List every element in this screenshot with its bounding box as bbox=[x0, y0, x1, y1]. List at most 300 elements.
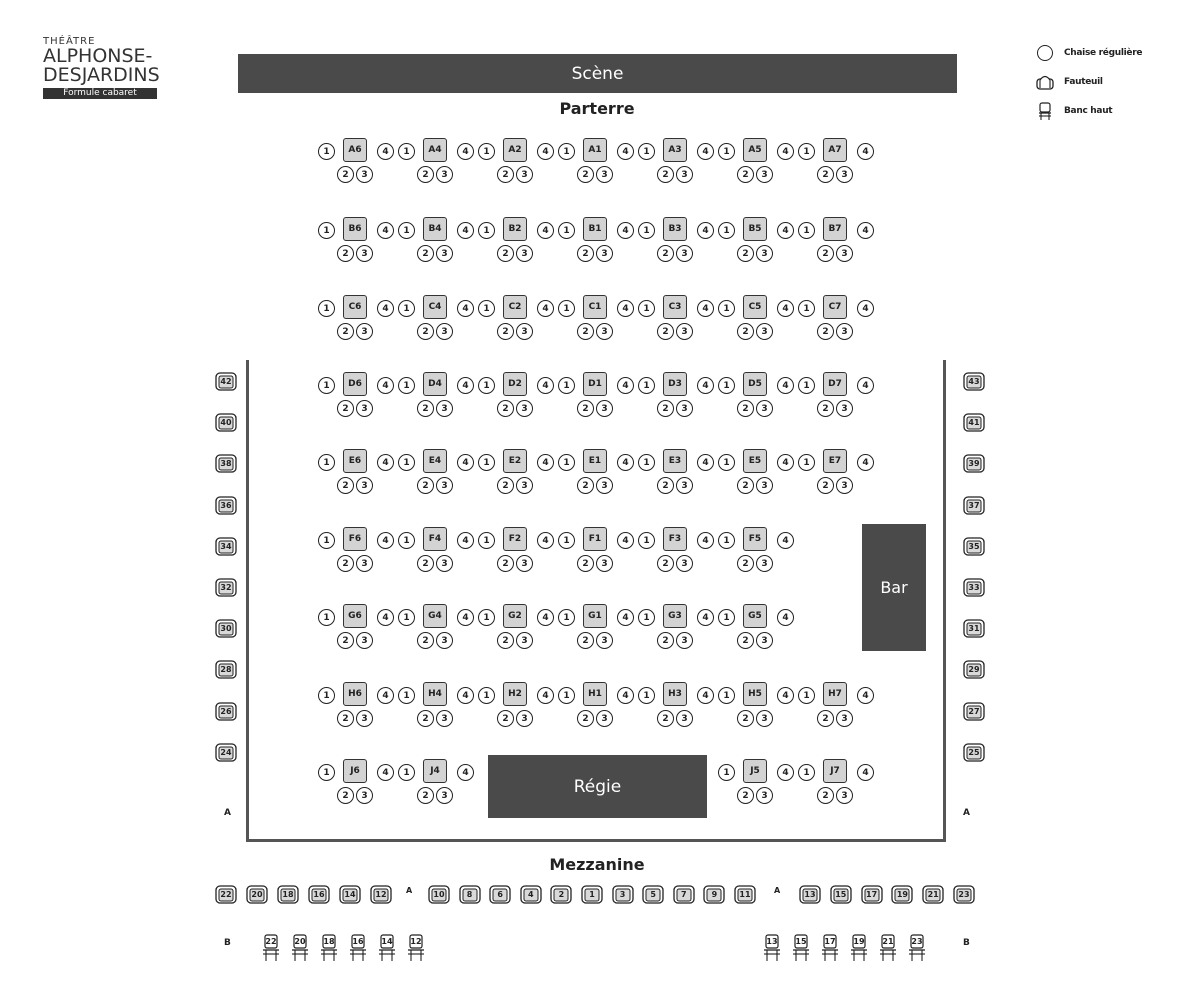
table-a7[interactable]: A7 bbox=[823, 138, 847, 162]
seat-right[interactable]: 4 bbox=[377, 764, 394, 781]
seat-right[interactable]: 4 bbox=[457, 687, 474, 704]
seat-right[interactable]: 4 bbox=[457, 609, 474, 626]
table-f2[interactable]: F2 bbox=[503, 527, 527, 551]
seat-bottom-left[interactable]: 2 bbox=[337, 323, 354, 340]
seat-left[interactable]: 1 bbox=[398, 609, 415, 626]
side-armchair-27[interactable] bbox=[963, 701, 985, 721]
seat-left[interactable]: 1 bbox=[478, 687, 495, 704]
seat-bottom-left[interactable]: 2 bbox=[497, 323, 514, 340]
mezz-b-bench-19[interactable] bbox=[850, 934, 868, 962]
table-b5[interactable]: B5 bbox=[743, 217, 767, 241]
seat-right[interactable]: 4 bbox=[377, 532, 394, 549]
seat-bottom-left[interactable]: 2 bbox=[577, 710, 594, 727]
mezz-a-armchair-7[interactable] bbox=[673, 884, 695, 904]
seat-right[interactable]: 4 bbox=[537, 532, 554, 549]
seat-bottom-right[interactable]: 3 bbox=[516, 477, 533, 494]
seat-bottom-right[interactable]: 3 bbox=[836, 710, 853, 727]
seat-left[interactable]: 1 bbox=[398, 143, 415, 160]
side-armchair-39[interactable] bbox=[963, 453, 985, 473]
side-armchair-34[interactable] bbox=[215, 536, 237, 556]
table-a5[interactable]: A5 bbox=[743, 138, 767, 162]
table-f4[interactable]: F4 bbox=[423, 527, 447, 551]
table-g5[interactable]: G5 bbox=[743, 604, 767, 628]
seat-left[interactable]: 1 bbox=[318, 687, 335, 704]
seat-right[interactable]: 4 bbox=[537, 377, 554, 394]
table-d2[interactable]: D2 bbox=[503, 372, 527, 396]
mezz-b-bench-20[interactable] bbox=[291, 934, 309, 962]
seat-bottom-right[interactable]: 3 bbox=[516, 710, 533, 727]
seat-bottom-left[interactable]: 2 bbox=[337, 555, 354, 572]
table-h1[interactable]: H1 bbox=[583, 682, 607, 706]
seat-right[interactable]: 4 bbox=[777, 454, 794, 471]
seat-bottom-right[interactable]: 3 bbox=[436, 555, 453, 572]
seat-left[interactable]: 1 bbox=[558, 687, 575, 704]
seat-bottom-right[interactable]: 3 bbox=[356, 323, 373, 340]
mezz-a-armchair-18[interactable] bbox=[277, 884, 299, 904]
seat-bottom-right[interactable]: 3 bbox=[596, 323, 613, 340]
mezz-b-bench-21[interactable] bbox=[879, 934, 897, 962]
side-armchair-25[interactable] bbox=[963, 742, 985, 762]
seat-left[interactable]: 1 bbox=[318, 222, 335, 239]
mezz-a-armchair-19[interactable] bbox=[891, 884, 913, 904]
table-a2[interactable]: A2 bbox=[503, 138, 527, 162]
seat-bottom-right[interactable]: 3 bbox=[356, 710, 373, 727]
seat-bottom-left[interactable]: 2 bbox=[737, 710, 754, 727]
seat-left[interactable]: 1 bbox=[318, 764, 335, 781]
table-c4[interactable]: C4 bbox=[423, 295, 447, 319]
seat-left[interactable]: 1 bbox=[398, 377, 415, 394]
seat-bottom-left[interactable]: 2 bbox=[577, 245, 594, 262]
seat-bottom-right[interactable]: 3 bbox=[356, 787, 373, 804]
seat-bottom-right[interactable]: 3 bbox=[436, 245, 453, 262]
seat-right[interactable]: 4 bbox=[377, 300, 394, 317]
seat-right[interactable]: 4 bbox=[777, 222, 794, 239]
seat-right[interactable]: 4 bbox=[857, 300, 874, 317]
seat-bottom-right[interactable]: 3 bbox=[756, 555, 773, 572]
table-c2[interactable]: C2 bbox=[503, 295, 527, 319]
seat-bottom-right[interactable]: 3 bbox=[756, 787, 773, 804]
seat-left[interactable]: 1 bbox=[318, 532, 335, 549]
table-d7[interactable]: D7 bbox=[823, 372, 847, 396]
seat-bottom-left[interactable]: 2 bbox=[417, 632, 434, 649]
seat-right[interactable]: 4 bbox=[617, 687, 634, 704]
seat-right[interactable]: 4 bbox=[537, 222, 554, 239]
side-armchair-42[interactable] bbox=[215, 371, 237, 391]
table-h3[interactable]: H3 bbox=[663, 682, 687, 706]
seat-left[interactable]: 1 bbox=[718, 300, 735, 317]
seat-bottom-right[interactable]: 3 bbox=[436, 632, 453, 649]
seat-bottom-right[interactable]: 3 bbox=[836, 787, 853, 804]
seat-bottom-right[interactable]: 3 bbox=[756, 323, 773, 340]
seat-left[interactable]: 1 bbox=[398, 454, 415, 471]
seat-bottom-left[interactable]: 2 bbox=[497, 632, 514, 649]
seat-bottom-right[interactable]: 3 bbox=[756, 400, 773, 417]
seat-bottom-left[interactable]: 2 bbox=[337, 710, 354, 727]
seat-bottom-left[interactable]: 2 bbox=[337, 400, 354, 417]
mezz-a-armchair-12[interactable] bbox=[370, 884, 392, 904]
seat-bottom-right[interactable]: 3 bbox=[516, 323, 533, 340]
seat-left[interactable]: 1 bbox=[318, 300, 335, 317]
side-armchair-40[interactable] bbox=[215, 412, 237, 432]
mezz-a-armchair-11[interactable] bbox=[734, 884, 756, 904]
seat-bottom-right[interactable]: 3 bbox=[436, 400, 453, 417]
seat-left[interactable]: 1 bbox=[798, 764, 815, 781]
seat-left[interactable]: 1 bbox=[558, 300, 575, 317]
seat-bottom-right[interactable]: 3 bbox=[836, 245, 853, 262]
seat-right[interactable]: 4 bbox=[537, 687, 554, 704]
side-armchair-33[interactable] bbox=[963, 577, 985, 597]
seat-right[interactable]: 4 bbox=[537, 143, 554, 160]
table-a1[interactable]: A1 bbox=[583, 138, 607, 162]
mezz-a-armchair-17[interactable] bbox=[861, 884, 883, 904]
seat-left[interactable]: 1 bbox=[478, 532, 495, 549]
seat-left[interactable]: 1 bbox=[638, 609, 655, 626]
seat-bottom-left[interactable]: 2 bbox=[417, 166, 434, 183]
side-armchair-24[interactable] bbox=[215, 742, 237, 762]
seat-left[interactable]: 1 bbox=[318, 143, 335, 160]
seat-left[interactable]: 1 bbox=[398, 687, 415, 704]
seat-left[interactable]: 1 bbox=[638, 687, 655, 704]
seat-bottom-left[interactable]: 2 bbox=[577, 166, 594, 183]
seat-right[interactable]: 4 bbox=[617, 609, 634, 626]
table-e5[interactable]: E5 bbox=[743, 449, 767, 473]
seat-bottom-left[interactable]: 2 bbox=[417, 787, 434, 804]
seat-bottom-left[interactable]: 2 bbox=[417, 245, 434, 262]
seat-left[interactable]: 1 bbox=[638, 532, 655, 549]
seat-left[interactable]: 1 bbox=[638, 300, 655, 317]
seat-right[interactable]: 4 bbox=[777, 532, 794, 549]
table-b7[interactable]: B7 bbox=[823, 217, 847, 241]
table-h4[interactable]: H4 bbox=[423, 682, 447, 706]
seat-bottom-left[interactable]: 2 bbox=[337, 477, 354, 494]
seat-left[interactable]: 1 bbox=[638, 377, 655, 394]
seat-right[interactable]: 4 bbox=[617, 300, 634, 317]
seat-bottom-left[interactable]: 2 bbox=[497, 400, 514, 417]
seat-bottom-left[interactable]: 2 bbox=[577, 477, 594, 494]
mezz-a-armchair-13[interactable] bbox=[799, 884, 821, 904]
table-a4[interactable]: A4 bbox=[423, 138, 447, 162]
seat-bottom-left[interactable]: 2 bbox=[337, 632, 354, 649]
seat-bottom-left[interactable]: 2 bbox=[817, 245, 834, 262]
seat-bottom-right[interactable]: 3 bbox=[836, 323, 853, 340]
seat-bottom-left[interactable]: 2 bbox=[737, 400, 754, 417]
seat-right[interactable]: 4 bbox=[617, 532, 634, 549]
seat-bottom-right[interactable]: 3 bbox=[836, 166, 853, 183]
seat-right[interactable]: 4 bbox=[377, 222, 394, 239]
table-f3[interactable]: F3 bbox=[663, 527, 687, 551]
seat-bottom-left[interactable]: 2 bbox=[737, 245, 754, 262]
seat-right[interactable]: 4 bbox=[857, 454, 874, 471]
table-e7[interactable]: E7 bbox=[823, 449, 847, 473]
seat-right[interactable]: 4 bbox=[777, 609, 794, 626]
seat-bottom-left[interactable]: 2 bbox=[577, 323, 594, 340]
seat-left[interactable]: 1 bbox=[478, 454, 495, 471]
mezz-b-bench-18[interactable] bbox=[320, 934, 338, 962]
seat-bottom-right[interactable]: 3 bbox=[596, 632, 613, 649]
table-b1[interactable]: B1 bbox=[583, 217, 607, 241]
seat-bottom-left[interactable]: 2 bbox=[417, 477, 434, 494]
seat-right[interactable]: 4 bbox=[697, 454, 714, 471]
table-f6[interactable]: F6 bbox=[343, 527, 367, 551]
mezz-b-bench-22[interactable] bbox=[262, 934, 280, 962]
mezz-a-armchair-6[interactable] bbox=[489, 884, 511, 904]
seat-right[interactable]: 4 bbox=[377, 377, 394, 394]
seat-bottom-right[interactable]: 3 bbox=[516, 166, 533, 183]
mezz-a-armchair-21[interactable] bbox=[922, 884, 944, 904]
table-e3[interactable]: E3 bbox=[663, 449, 687, 473]
seat-bottom-left[interactable]: 2 bbox=[657, 245, 674, 262]
seat-bottom-right[interactable]: 3 bbox=[596, 245, 613, 262]
seat-right[interactable]: 4 bbox=[777, 764, 794, 781]
mezz-b-bench-17[interactable] bbox=[821, 934, 839, 962]
seat-right[interactable]: 4 bbox=[617, 454, 634, 471]
seat-bottom-left[interactable]: 2 bbox=[737, 323, 754, 340]
table-g2[interactable]: G2 bbox=[503, 604, 527, 628]
side-armchair-38[interactable] bbox=[215, 453, 237, 473]
mezz-b-bench-23[interactable] bbox=[908, 934, 926, 962]
seat-right[interactable]: 4 bbox=[777, 687, 794, 704]
table-e4[interactable]: E4 bbox=[423, 449, 447, 473]
seat-bottom-right[interactable]: 3 bbox=[516, 245, 533, 262]
table-e6[interactable]: E6 bbox=[343, 449, 367, 473]
seat-left[interactable]: 1 bbox=[798, 687, 815, 704]
seat-bottom-left[interactable]: 2 bbox=[657, 555, 674, 572]
seat-bottom-right[interactable]: 3 bbox=[676, 400, 693, 417]
seat-right[interactable]: 4 bbox=[537, 454, 554, 471]
seat-bottom-left[interactable]: 2 bbox=[577, 400, 594, 417]
mezz-a-armchair-15[interactable] bbox=[830, 884, 852, 904]
seat-right[interactable]: 4 bbox=[697, 532, 714, 549]
seat-right[interactable]: 4 bbox=[697, 377, 714, 394]
seat-bottom-right[interactable]: 3 bbox=[676, 477, 693, 494]
seat-bottom-left[interactable]: 2 bbox=[657, 632, 674, 649]
seat-right[interactable]: 4 bbox=[457, 764, 474, 781]
seat-left[interactable]: 1 bbox=[718, 687, 735, 704]
side-armchair-35[interactable] bbox=[963, 536, 985, 556]
seat-bottom-right[interactable]: 3 bbox=[596, 166, 613, 183]
seat-bottom-left[interactable]: 2 bbox=[737, 787, 754, 804]
table-h6[interactable]: H6 bbox=[343, 682, 367, 706]
seat-left[interactable]: 1 bbox=[398, 300, 415, 317]
side-armchair-41[interactable] bbox=[963, 412, 985, 432]
seat-left[interactable]: 1 bbox=[478, 609, 495, 626]
seat-bottom-right[interactable]: 3 bbox=[436, 787, 453, 804]
seat-bottom-left[interactable]: 2 bbox=[817, 323, 834, 340]
seat-bottom-left[interactable]: 2 bbox=[417, 323, 434, 340]
seat-left[interactable]: 1 bbox=[718, 609, 735, 626]
seat-bottom-right[interactable]: 3 bbox=[756, 710, 773, 727]
seat-bottom-right[interactable]: 3 bbox=[596, 555, 613, 572]
seat-left[interactable]: 1 bbox=[558, 143, 575, 160]
seat-bottom-left[interactable]: 2 bbox=[657, 400, 674, 417]
seat-bottom-left[interactable]: 2 bbox=[417, 400, 434, 417]
table-d3[interactable]: D3 bbox=[663, 372, 687, 396]
table-j6[interactable]: J6 bbox=[343, 759, 367, 783]
seat-bottom-right[interactable]: 3 bbox=[756, 477, 773, 494]
seat-bottom-right[interactable]: 3 bbox=[836, 400, 853, 417]
table-j5[interactable]: J5 bbox=[743, 759, 767, 783]
seat-bottom-right[interactable]: 3 bbox=[436, 166, 453, 183]
seat-bottom-right[interactable]: 3 bbox=[356, 477, 373, 494]
table-h5[interactable]: H5 bbox=[743, 682, 767, 706]
table-g6[interactable]: G6 bbox=[343, 604, 367, 628]
seat-bottom-right[interactable]: 3 bbox=[516, 400, 533, 417]
seat-bottom-left[interactable]: 2 bbox=[737, 632, 754, 649]
table-d4[interactable]: D4 bbox=[423, 372, 447, 396]
side-armchair-26[interactable] bbox=[215, 701, 237, 721]
seat-left[interactable]: 1 bbox=[318, 454, 335, 471]
seat-left[interactable]: 1 bbox=[478, 300, 495, 317]
seat-right[interactable]: 4 bbox=[697, 300, 714, 317]
seat-right[interactable]: 4 bbox=[617, 222, 634, 239]
seat-left[interactable]: 1 bbox=[638, 222, 655, 239]
seat-right[interactable]: 4 bbox=[377, 609, 394, 626]
seat-left[interactable]: 1 bbox=[798, 454, 815, 471]
table-a6[interactable]: A6 bbox=[343, 138, 367, 162]
seat-left[interactable]: 1 bbox=[718, 532, 735, 549]
seat-left[interactable]: 1 bbox=[798, 300, 815, 317]
seat-right[interactable]: 4 bbox=[457, 300, 474, 317]
seat-bottom-left[interactable]: 2 bbox=[657, 710, 674, 727]
seat-bottom-right[interactable]: 3 bbox=[436, 710, 453, 727]
seat-bottom-left[interactable]: 2 bbox=[817, 787, 834, 804]
seat-bottom-right[interactable]: 3 bbox=[596, 710, 613, 727]
seat-bottom-right[interactable]: 3 bbox=[836, 477, 853, 494]
seat-bottom-left[interactable]: 2 bbox=[737, 555, 754, 572]
table-f5[interactable]: F5 bbox=[743, 527, 767, 551]
seat-right[interactable]: 4 bbox=[457, 532, 474, 549]
seat-left[interactable]: 1 bbox=[558, 454, 575, 471]
seat-left[interactable]: 1 bbox=[718, 143, 735, 160]
seat-left[interactable]: 1 bbox=[318, 377, 335, 394]
seat-bottom-left[interactable]: 2 bbox=[657, 166, 674, 183]
seat-right[interactable]: 4 bbox=[617, 377, 634, 394]
seat-bottom-right[interactable]: 3 bbox=[756, 632, 773, 649]
side-armchair-30[interactable] bbox=[215, 618, 237, 638]
seat-left[interactable]: 1 bbox=[718, 222, 735, 239]
seat-left[interactable]: 1 bbox=[798, 222, 815, 239]
seat-left[interactable]: 1 bbox=[638, 143, 655, 160]
table-h2[interactable]: H2 bbox=[503, 682, 527, 706]
mezz-a-armchair-16[interactable] bbox=[308, 884, 330, 904]
seat-bottom-left[interactable]: 2 bbox=[337, 787, 354, 804]
seat-bottom-left[interactable]: 2 bbox=[337, 245, 354, 262]
seat-right[interactable]: 4 bbox=[457, 222, 474, 239]
mezz-b-bench-13[interactable] bbox=[763, 934, 781, 962]
seat-right[interactable]: 4 bbox=[617, 143, 634, 160]
mezz-a-armchair-23[interactable] bbox=[953, 884, 975, 904]
seat-bottom-right[interactable]: 3 bbox=[676, 245, 693, 262]
seat-bottom-right[interactable]: 3 bbox=[356, 555, 373, 572]
seat-right[interactable]: 4 bbox=[377, 687, 394, 704]
seat-right[interactable]: 4 bbox=[857, 377, 874, 394]
seat-bottom-right[interactable]: 3 bbox=[596, 400, 613, 417]
seat-left[interactable]: 1 bbox=[718, 377, 735, 394]
seat-bottom-left[interactable]: 2 bbox=[497, 710, 514, 727]
seat-left[interactable]: 1 bbox=[478, 143, 495, 160]
seat-bottom-left[interactable]: 2 bbox=[817, 400, 834, 417]
table-b2[interactable]: B2 bbox=[503, 217, 527, 241]
seat-left[interactable]: 1 bbox=[638, 454, 655, 471]
table-d5[interactable]: D5 bbox=[743, 372, 767, 396]
table-j7[interactable]: J7 bbox=[823, 759, 847, 783]
table-c1[interactable]: C1 bbox=[583, 295, 607, 319]
seat-right[interactable]: 4 bbox=[537, 300, 554, 317]
side-armchair-28[interactable] bbox=[215, 659, 237, 679]
seat-bottom-left[interactable]: 2 bbox=[417, 710, 434, 727]
seat-bottom-left[interactable]: 2 bbox=[337, 166, 354, 183]
seat-left[interactable]: 1 bbox=[398, 222, 415, 239]
side-armchair-29[interactable] bbox=[963, 659, 985, 679]
mezz-a-armchair-22[interactable] bbox=[215, 884, 237, 904]
seat-bottom-right[interactable]: 3 bbox=[356, 245, 373, 262]
table-b3[interactable]: B3 bbox=[663, 217, 687, 241]
table-c7[interactable]: C7 bbox=[823, 295, 847, 319]
table-g3[interactable]: G3 bbox=[663, 604, 687, 628]
seat-left[interactable]: 1 bbox=[798, 143, 815, 160]
mezz-a-armchair-20[interactable] bbox=[246, 884, 268, 904]
seat-bottom-right[interactable]: 3 bbox=[596, 477, 613, 494]
mezz-a-armchair-3[interactable] bbox=[612, 884, 634, 904]
seat-left[interactable]: 1 bbox=[718, 454, 735, 471]
table-c6[interactable]: C6 bbox=[343, 295, 367, 319]
seat-bottom-right[interactable]: 3 bbox=[356, 632, 373, 649]
seat-right[interactable]: 4 bbox=[457, 377, 474, 394]
seat-left[interactable]: 1 bbox=[398, 532, 415, 549]
seat-left[interactable]: 1 bbox=[558, 222, 575, 239]
table-g4[interactable]: G4 bbox=[423, 604, 447, 628]
seat-right[interactable]: 4 bbox=[457, 454, 474, 471]
table-d1[interactable]: D1 bbox=[583, 372, 607, 396]
seat-right[interactable]: 4 bbox=[697, 222, 714, 239]
seat-bottom-right[interactable]: 3 bbox=[516, 632, 533, 649]
mezz-b-bench-14[interactable] bbox=[378, 934, 396, 962]
mezz-a-armchair-10[interactable] bbox=[428, 884, 450, 904]
side-armchair-31[interactable] bbox=[963, 618, 985, 638]
seat-bottom-right[interactable]: 3 bbox=[356, 400, 373, 417]
seat-bottom-right[interactable]: 3 bbox=[756, 166, 773, 183]
seat-right[interactable]: 4 bbox=[777, 377, 794, 394]
seat-bottom-right[interactable]: 3 bbox=[436, 323, 453, 340]
seat-bottom-right[interactable]: 3 bbox=[756, 245, 773, 262]
seat-right[interactable]: 4 bbox=[697, 609, 714, 626]
seat-bottom-left[interactable]: 2 bbox=[737, 477, 754, 494]
table-h7[interactable]: H7 bbox=[823, 682, 847, 706]
side-armchair-37[interactable] bbox=[963, 495, 985, 515]
seat-bottom-right[interactable]: 3 bbox=[676, 166, 693, 183]
seat-bottom-left[interactable]: 2 bbox=[497, 245, 514, 262]
mezz-a-armchair-8[interactable] bbox=[459, 884, 481, 904]
seat-left[interactable]: 1 bbox=[558, 609, 575, 626]
seat-bottom-left[interactable]: 2 bbox=[497, 166, 514, 183]
mezz-a-armchair-4[interactable] bbox=[520, 884, 542, 904]
seat-right[interactable]: 4 bbox=[377, 143, 394, 160]
table-c3[interactable]: C3 bbox=[663, 295, 687, 319]
seat-bottom-right[interactable]: 3 bbox=[516, 555, 533, 572]
seat-left[interactable]: 1 bbox=[558, 532, 575, 549]
seat-bottom-right[interactable]: 3 bbox=[676, 632, 693, 649]
table-a3[interactable]: A3 bbox=[663, 138, 687, 162]
table-e1[interactable]: E1 bbox=[583, 449, 607, 473]
seat-bottom-left[interactable]: 2 bbox=[817, 477, 834, 494]
table-f1[interactable]: F1 bbox=[583, 527, 607, 551]
seat-left[interactable]: 1 bbox=[558, 377, 575, 394]
seat-left[interactable]: 1 bbox=[318, 609, 335, 626]
mezz-a-armchair-14[interactable] bbox=[339, 884, 361, 904]
side-armchair-36[interactable] bbox=[215, 495, 237, 515]
seat-bottom-left[interactable]: 2 bbox=[577, 555, 594, 572]
table-e2[interactable]: E2 bbox=[503, 449, 527, 473]
